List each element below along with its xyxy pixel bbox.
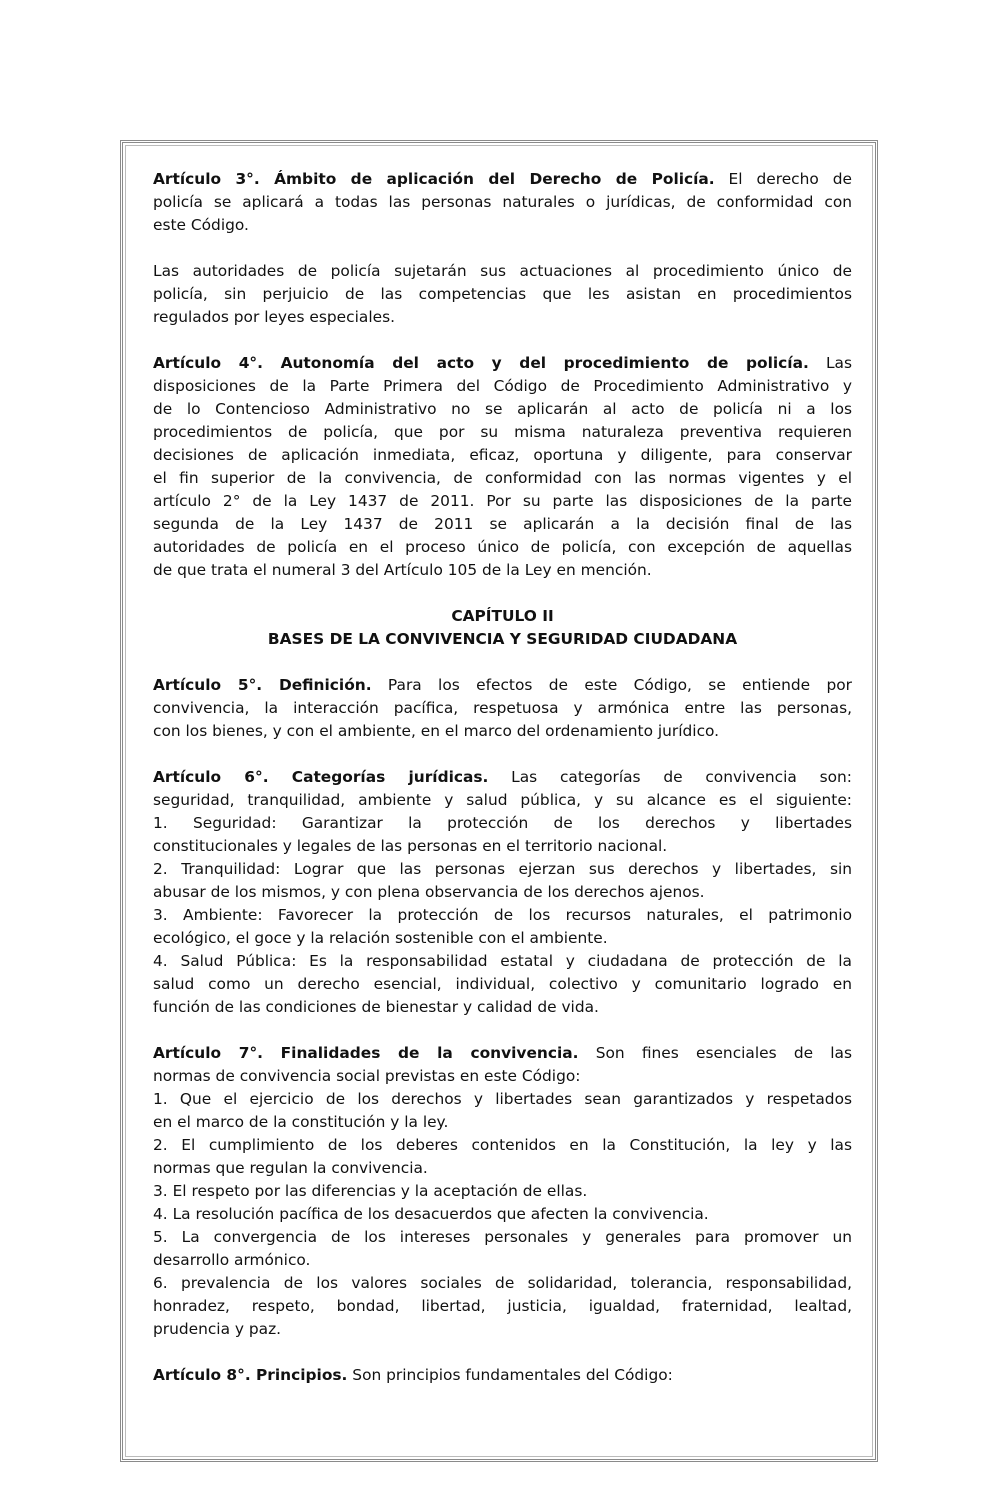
line-text: 2. Tranquilidad: Lograr que las personas ejerzan sus derechos y libertades, sin (153, 860, 852, 878)
line-text: este Código. (153, 216, 249, 234)
article-paragraph (153, 674, 852, 743)
text-line (153, 168, 852, 191)
line-text: salud como un derecho esencial, individual, colectivo y comunitario logrado en (153, 975, 852, 993)
article-title: Artículo 3°. Ámbito de aplicación del Derecho de Policía. (153, 170, 715, 188)
text-line (153, 1295, 852, 1318)
text-line (153, 1157, 852, 1180)
text-line (153, 950, 852, 973)
line-text: El derecho de (714, 170, 852, 188)
text-line (153, 283, 852, 306)
line-text: convivencia, la interacción pacífica, respetuosa y armónica entre las personas, (153, 699, 852, 717)
article-title: Artículo 5°. Definición. (153, 676, 372, 694)
articles-section-2 (153, 674, 852, 1387)
line-text: regulados por leyes especiales. (153, 308, 395, 326)
line-text: prudencia y paz. (153, 1320, 282, 1338)
text-line (153, 214, 852, 237)
article-title: Artículo 6°. Categorías jurídicas. (153, 768, 489, 786)
line-text: 1. Seguridad: Garantizar la protección de los derechos y libertades (153, 814, 852, 832)
line-text: desarrollo armónico. (153, 1251, 311, 1269)
text-line (153, 835, 852, 858)
text-line (153, 352, 852, 375)
line-text: 6. prevalencia de los valores sociales de solidaridad, tolerancia, responsabilidad, (153, 1274, 852, 1292)
text-line (153, 1042, 852, 1065)
line-text: ecológico, el goce y la relación sostenible con el ambiente. (153, 929, 608, 947)
article-paragraph (153, 1364, 852, 1387)
text-line (153, 674, 852, 697)
line-text: 4. Salud Pública: Es la responsabilidad estatal y ciudadana de protección de la (153, 952, 852, 970)
line-text: 1. Que el ejercicio de los derechos y libertades sean garantizados y respetados (153, 1090, 852, 1108)
article-title: Artículo 4°. Autonomía del acto y del procedimiento de policía. (153, 354, 809, 372)
line-text: policía, sin perjuicio de las competencias que les asistan en procedimientos (153, 285, 852, 303)
text-line (153, 1111, 852, 1134)
text-line (153, 881, 852, 904)
text-line (153, 398, 852, 421)
text-line (153, 191, 852, 214)
chapter-title: BASES DE LA CONVIVENCIA Y SEGURIDAD CIUDADANA (267, 630, 738, 648)
line-text: con los bienes, y con el ambiente, en el marco del ordenamiento jurídico. (153, 722, 720, 740)
line-text: 4. La resolución pacífica de los desacuerdos que afecten la convivencia. (153, 1205, 709, 1223)
text-line (153, 1318, 852, 1341)
line-text: en el marco de la constitución y la ley. (153, 1113, 449, 1131)
line-text: Las autoridades de policía sujetarán sus actuaciones al procedimiento único de (153, 262, 852, 280)
text-line (153, 766, 852, 789)
articles-section-1 (153, 168, 852, 582)
line-text: función de las condiciones de bienestar y calidad de vida. (153, 998, 599, 1016)
text-line (153, 375, 852, 398)
article-paragraph (153, 168, 852, 237)
line-text: decisiones de aplicación inmediata, eficaz, oportuna y diligente, para conservar (153, 446, 852, 464)
line-text: procedimientos de policía, que por su misma naturaleza preventiva requieren (153, 423, 852, 441)
line-text: honradez, respeto, bondad, libertad, justicia, igualdad, fraternidad, lealtad, (153, 1297, 852, 1315)
line-text: normas que regulan la convivencia. (153, 1159, 428, 1177)
text-line (153, 490, 852, 513)
line-text: Son principios fundamentales del Código: (347, 1366, 673, 1384)
chapter-number: CAPÍTULO II (451, 607, 554, 625)
line-text: 5. La convergencia de los intereses personales y generales para promover un (153, 1228, 852, 1246)
text-line (153, 306, 852, 329)
text-line (153, 1065, 852, 1088)
text-line (153, 1226, 852, 1249)
text-line (153, 536, 852, 559)
text-line (153, 904, 852, 927)
line-text: disposiciones de la Parte Primera del Código de Procedimiento Administrativo y (153, 377, 852, 395)
line-text: de que trata el numeral 3 del Artículo 105 de la Ley en mención. (153, 561, 652, 579)
article-title: Artículo 8°. Principios. (153, 1366, 348, 1384)
text-line (153, 1134, 852, 1157)
line-text: Son fines esenciales de las (578, 1044, 852, 1062)
article-paragraph (153, 766, 852, 1019)
text-line (153, 996, 852, 1019)
line-text: 2. El cumplimiento de los deberes contenidos en la Constitución, la ley y las (153, 1136, 852, 1154)
text-line (153, 444, 852, 467)
text-line (153, 812, 852, 835)
chapter-heading (153, 605, 852, 651)
text-line (153, 858, 852, 881)
line-text: Para los efectos de este Código, se entiende por (371, 676, 852, 694)
line-text: segunda de la Ley 1437 de 2011 se aplicarán a la decisión final de las (153, 515, 852, 533)
text-line (153, 1272, 852, 1295)
line-text: 3. El respeto por las diferencias y la aceptación de ellas. (153, 1182, 588, 1200)
text-line (153, 973, 852, 996)
document-body (153, 168, 852, 1410)
text-line (153, 697, 852, 720)
text-line (153, 1364, 852, 1387)
text-line (153, 789, 852, 812)
line-text: normas de convivencia social previstas en este Código: (153, 1067, 581, 1085)
text-line (153, 1249, 852, 1272)
line-text: de lo Contencioso Administrativo no se aplicarán al acto de policía ni a los (153, 400, 852, 418)
text-line (153, 559, 852, 582)
line-text: Las categorías de convivencia son: (488, 768, 852, 786)
line-text: seguridad, tranquilidad, ambiente y salud pública, y su alcance es el siguiente: (153, 791, 852, 809)
line-text: constitucionales y legales de las personas en el territorio nacional. (153, 837, 668, 855)
article-paragraph (153, 352, 852, 582)
text-line (153, 513, 852, 536)
text-line (153, 927, 852, 950)
article-paragraph (153, 1042, 852, 1341)
line-text: abusar de los mismos, y con plena observancia de los derechos ajenos. (153, 883, 705, 901)
line-text: autoridades de policía en el proceso único de policía, con excepción de aquellas (153, 538, 852, 556)
line-text: Las (808, 354, 852, 372)
article-title: Artículo 7°. Finalidades de la convivencia. (153, 1044, 579, 1062)
paragraph (153, 260, 852, 329)
line-text: policía se aplicará a todas las personas naturales o jurídicas, de conformidad con (153, 193, 852, 211)
text-line (153, 1088, 852, 1111)
line-text: 3. Ambiente: Favorecer la protección de los recursos naturales, el patrimonio (153, 906, 852, 924)
text-line (153, 720, 852, 743)
text-line (153, 421, 852, 444)
line-text: artículo 2° de la Ley 1437 de 2011. Por su parte las disposiciones de la parte (153, 492, 852, 510)
text-line (153, 1203, 852, 1226)
text-line (153, 467, 852, 490)
line-text: el fin superior de la convivencia, de conformidad con las normas vigentes y el (153, 469, 852, 487)
text-line (153, 1180, 852, 1203)
text-line (153, 260, 852, 283)
